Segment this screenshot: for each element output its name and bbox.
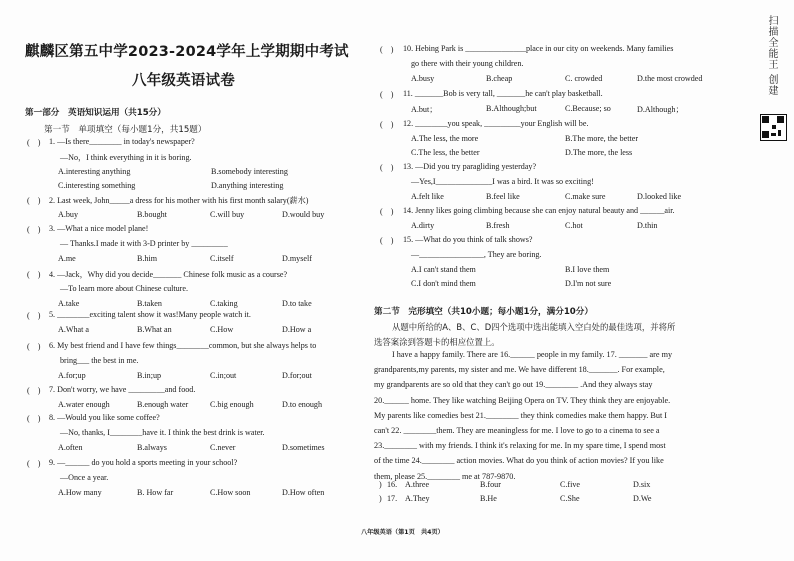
passage-line: can't 22. ________them. They are meaningless for me. I love to go to a cinema to see a bbox=[374, 426, 660, 435]
answer-bracket: ( ) bbox=[27, 459, 41, 468]
option: C.itself bbox=[210, 254, 234, 263]
option: B. How far bbox=[137, 488, 174, 497]
option: B.him bbox=[137, 254, 158, 263]
option: C.The less, the better bbox=[411, 148, 480, 157]
option: A.How many bbox=[58, 488, 102, 497]
option: D.to enough bbox=[282, 400, 323, 409]
question-stem: 7. Don't worry, we have _________and food. bbox=[49, 385, 196, 394]
option: B.always bbox=[137, 443, 167, 452]
question-stem: 9. —______ do you hold a sports meeting in your school? bbox=[49, 458, 238, 467]
option: A.often bbox=[58, 443, 83, 452]
option: A.dirty bbox=[411, 221, 435, 230]
option: B.bought bbox=[137, 210, 167, 219]
option: C.How soon bbox=[210, 488, 251, 497]
option: C.Because; so bbox=[565, 104, 611, 113]
page-footer: 八年级英语（第1页 共4页） bbox=[361, 529, 444, 536]
question-subline: bring___ the best in me. bbox=[60, 356, 139, 365]
option: A.I can't stand them bbox=[411, 265, 476, 274]
exam-subtitle: 八年级英语试卷 bbox=[132, 73, 235, 89]
option: B.What an bbox=[137, 325, 172, 334]
answer-bracket: ( ) bbox=[380, 90, 394, 99]
question-subline: —Once a year. bbox=[60, 473, 109, 482]
option: B.The more, the better bbox=[565, 134, 639, 143]
option: B.I love them bbox=[565, 265, 610, 274]
option: C.interesting something bbox=[58, 181, 136, 190]
passage-line: them, please 25.________ me at 787-9870. bbox=[374, 471, 516, 481]
answer-bracket: ) bbox=[379, 494, 382, 503]
section1-title: 第一节 单项填空（每小题1分，共15题） bbox=[44, 125, 207, 135]
option: D.myself bbox=[282, 254, 312, 263]
question-stem: 4. —Jack，Why did you decide_______ Chinese folk music as a course? bbox=[49, 270, 288, 279]
answer-bracket: ( ) bbox=[27, 270, 41, 279]
option: D.looked like bbox=[637, 192, 682, 201]
option: D.We bbox=[633, 494, 652, 503]
option: B.four bbox=[480, 480, 501, 489]
option: A.me bbox=[58, 254, 76, 263]
question-subline: go there with their young children. bbox=[411, 59, 524, 68]
cloze-number: 17. bbox=[387, 494, 398, 503]
option: D.the most crowded bbox=[637, 74, 703, 83]
answer-bracket: ( ) bbox=[27, 386, 41, 395]
option: A.They bbox=[405, 494, 430, 503]
option: A.The less, the more bbox=[411, 134, 479, 143]
question-stem: 2. Last week, John_____a dress for his mother with his first month salary(薪水) bbox=[49, 196, 309, 205]
exam-title: 麒麟区第五中学2023-2024学年上学期期中考试 bbox=[25, 44, 349, 60]
question-subline: —No，I think everything in it is boring. bbox=[60, 153, 192, 162]
option: B.feel like bbox=[486, 192, 520, 201]
answer-bracket: ( ) bbox=[380, 207, 394, 216]
option: C.She bbox=[560, 494, 580, 503]
passage-line: I have a happy family. There are 16.______ people in my family. 17. _______ are my bbox=[392, 350, 673, 359]
answer-bracket: ( ) bbox=[380, 236, 394, 245]
option: A.for;up bbox=[58, 371, 86, 380]
question-stem: 3. —What a nice model plane! bbox=[49, 224, 149, 233]
option: B.Although;but bbox=[486, 104, 537, 113]
option: A.What a bbox=[58, 325, 90, 334]
option: C.make sure bbox=[565, 192, 606, 201]
answer-bracket: ( ) bbox=[27, 342, 41, 351]
option: C.How bbox=[210, 325, 234, 334]
option: A.take bbox=[58, 299, 80, 308]
section2-instruction-1: 从题中所给的A、B、C、D四个选项中选出能填入空白处的最佳选项，并将所 bbox=[392, 322, 676, 332]
option: B.fresh bbox=[486, 221, 510, 230]
answer-bracket: ( ) bbox=[27, 311, 41, 320]
answer-bracket: ) bbox=[379, 480, 382, 489]
option: C.will buy bbox=[210, 210, 245, 219]
answer-bracket: ( ) bbox=[380, 45, 394, 54]
option: D.would buy bbox=[282, 210, 325, 219]
answer-bracket: ( ) bbox=[27, 414, 41, 423]
option: A.water enough bbox=[58, 400, 110, 409]
option: D.for;out bbox=[282, 371, 312, 380]
option: B.enough water bbox=[137, 400, 189, 409]
option: A.felt like bbox=[411, 192, 444, 201]
option: A.but； bbox=[411, 105, 438, 114]
question-stem: 5. ________exciting talent show it was!Many people watch it. bbox=[49, 310, 251, 319]
option: C.taking bbox=[210, 299, 238, 308]
question-subline: —________________, They are boring. bbox=[411, 250, 542, 259]
option: C.big enough bbox=[210, 400, 254, 409]
answer-bracket: ( ) bbox=[380, 163, 394, 172]
option: A.busy bbox=[411, 74, 435, 83]
option: C.never bbox=[210, 443, 236, 452]
option: C.I don't mind them bbox=[411, 279, 476, 288]
passage-line: 20.______ home. They like watching Beijing Opera on TV. They think they are enjoyable. bbox=[374, 395, 671, 405]
answer-bracket: ( ) bbox=[27, 138, 41, 147]
passage-line: my grandparents are so old that they can't go out 19.________ .And they always stay bbox=[374, 380, 653, 390]
option: B.somebody interesting bbox=[211, 167, 288, 176]
option: B.taken bbox=[137, 299, 162, 308]
option: D.to take bbox=[282, 299, 312, 308]
option: D.Although； bbox=[637, 105, 684, 114]
part1-title: 第一部分 英语知识运用（共15分） bbox=[25, 108, 166, 118]
option: B.He bbox=[480, 494, 497, 503]
option: C.in;out bbox=[210, 371, 237, 380]
question-subline: —To learn more about Chinese culture. bbox=[60, 284, 188, 293]
question-stem: 8. —Would you like some coffee? bbox=[49, 413, 160, 422]
option: D.sometimes bbox=[282, 443, 325, 452]
cloze-number: 16. bbox=[387, 480, 398, 489]
question-stem: 6. My best friend and I have few things________common, but she always helps to bbox=[49, 341, 317, 350]
question-subline: —No, thanks, I________have it. I think the best drink is water. bbox=[60, 428, 265, 437]
question-stem: 11. _______Bob is very tall, _______he can't play basketball. bbox=[403, 89, 603, 98]
option: D.thin bbox=[637, 221, 658, 230]
answer-bracket: ( ) bbox=[27, 225, 41, 234]
option: C.five bbox=[560, 480, 581, 489]
option: D.six bbox=[633, 480, 651, 489]
option: D.I'm not sure bbox=[565, 279, 612, 288]
option: B.cheap bbox=[486, 74, 513, 83]
option: A.three bbox=[405, 480, 430, 489]
section2-instruction-2: 选答案涂到答题卡的相应位置上。 bbox=[374, 337, 500, 347]
question-stem: 15. —What do you think of talk shows? bbox=[403, 235, 533, 244]
question-subline: — Thanks.I made it with 3-D printer by _________ bbox=[60, 239, 228, 248]
question-stem: 13. —Did you try paragliding yesterday? bbox=[403, 162, 537, 171]
option: D.How often bbox=[282, 488, 325, 497]
passage-line: of the time 24.________ action movies. What do you think of action movies? If you like bbox=[374, 456, 664, 466]
question-subline: —Yes,I______________I was a bird. It was so exciting! bbox=[411, 177, 594, 186]
option: C. crowded bbox=[565, 74, 603, 83]
section2-title: 第二节 完形填空（共10小题；每小题1分，满分10分） bbox=[374, 307, 593, 317]
option: B.in;up bbox=[137, 371, 162, 380]
question-stem: 10. Hebing Park is _______________place in our city on weekends. Many families bbox=[403, 44, 674, 53]
option: D.How a bbox=[282, 325, 312, 334]
answer-bracket: ( ) bbox=[27, 196, 41, 205]
question-stem: 12. ________you speak, _________your English will be. bbox=[403, 119, 589, 128]
option: C.hot bbox=[565, 221, 583, 230]
option: A.interesting anything bbox=[58, 167, 131, 176]
qr-code-icon bbox=[760, 114, 787, 141]
option: A.buy bbox=[58, 210, 79, 219]
passage-line: My parents like comedies best 21.________ they think comedies make them happy. But I bbox=[374, 410, 668, 420]
answer-bracket: ( ) bbox=[380, 120, 394, 129]
passage-line: 23.________ with my friends. I think it's relaxing for me. In my spare time, I spend most bbox=[374, 441, 666, 451]
option: D.anything interesting bbox=[211, 181, 284, 190]
passage-line: grandparents,my parents, my sister and me. We have different 18._______. For example, bbox=[374, 365, 665, 375]
question-stem: 1. —Is there________ in today's newspaper? bbox=[49, 137, 195, 146]
question-stem: 14. Jenny likes going climbing because she can enjoy natural beauty and ______air. bbox=[403, 206, 675, 215]
scanner-watermark: 扫描全能王 创建 bbox=[766, 15, 777, 97]
option: D.The more, the less bbox=[565, 148, 633, 157]
